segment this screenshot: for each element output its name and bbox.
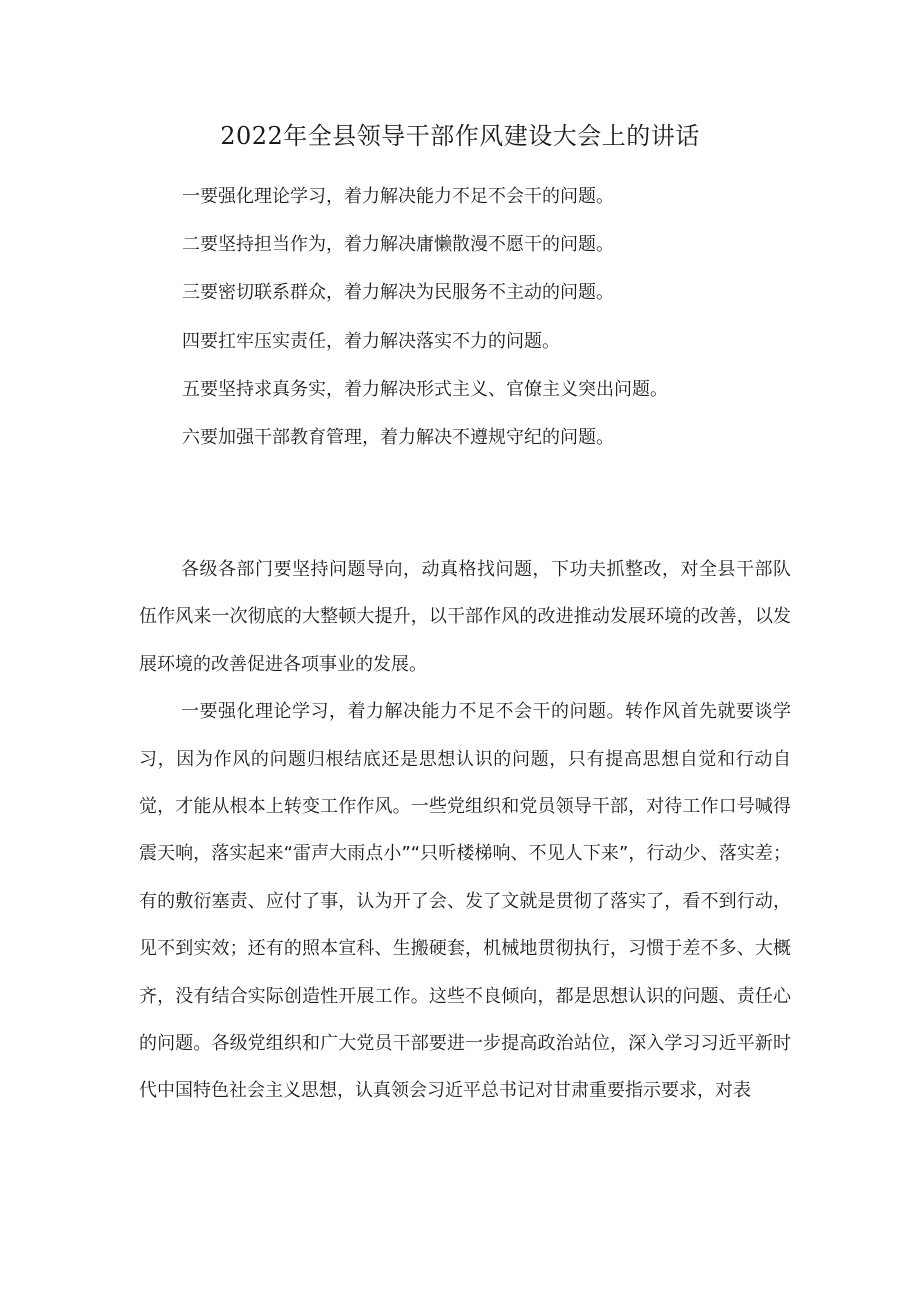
outline-item: 三要密切联系群众，着力解决为民服务不主动的问题。 <box>182 282 614 304</box>
body-text <box>139 546 791 1115</box>
outline-item: 六要加强干部教育管理，着力解决不遵规守纪的问题。 <box>182 426 614 448</box>
outline-item: 一要强化理论学习，着力解决能力不足不会干的问题。 <box>182 186 614 207</box>
outline-list <box>182 180 802 469</box>
outline-item: 四要扛牢压实责任，着力解决落实不力的问题。 <box>182 330 560 352</box>
body-paragraph: 一要强化理论学习，着力解决能力不足不会干的问题。转作风首先就要谈学习，因为作风的问题归根结底还是思想认识的问题，只有提高思想自觉和行动自觉，才能从根本上转变工作作风。一些党组织和党员领导干部，对待工作口号喊得震天响，落实起来“雷声大雨点小”“只听楼梯响、不见人下来”，行动少、落实差；有的敷衍塞责、应付了事，认为开了会、发了文就是贯彻了落实了，看不到行动，见不到实效；还有的照本宣科、生搬硬套，机械地贯彻执行，习惯于差不多、大概齐，没有结合实际创造性开展工作。这些不良倾向，都是思想认识的问题、责任心的问题。各级党组织和广大党员干部要进一步提高政治站位，深入学习习近平新时代中国特色社会主义思想，认真领会习近平总书记对甘肃重要指示要求，对表 <box>139 701 791 1102</box>
outline-item: 二要坚持担当作为，着力解决庸懒散漫不愿干的问题。 <box>182 234 614 256</box>
outline-item: 五要坚持求真务实，着力解决形式主义、官僚主义突出问题。 <box>182 378 668 400</box>
document-title: 2022年全县领导干部作风建设大会上的讲话 <box>220 122 700 150</box>
body-paragraph: 各级各部门要坚持问题导向，动真格找问题，下功夫抓整改，对全县干部队伍作风来一次彻底的大整顿大提升，以干部作风的改进推动发展环境的改善，以发展环境的改善促进各项事业的发展。 <box>139 559 791 675</box>
